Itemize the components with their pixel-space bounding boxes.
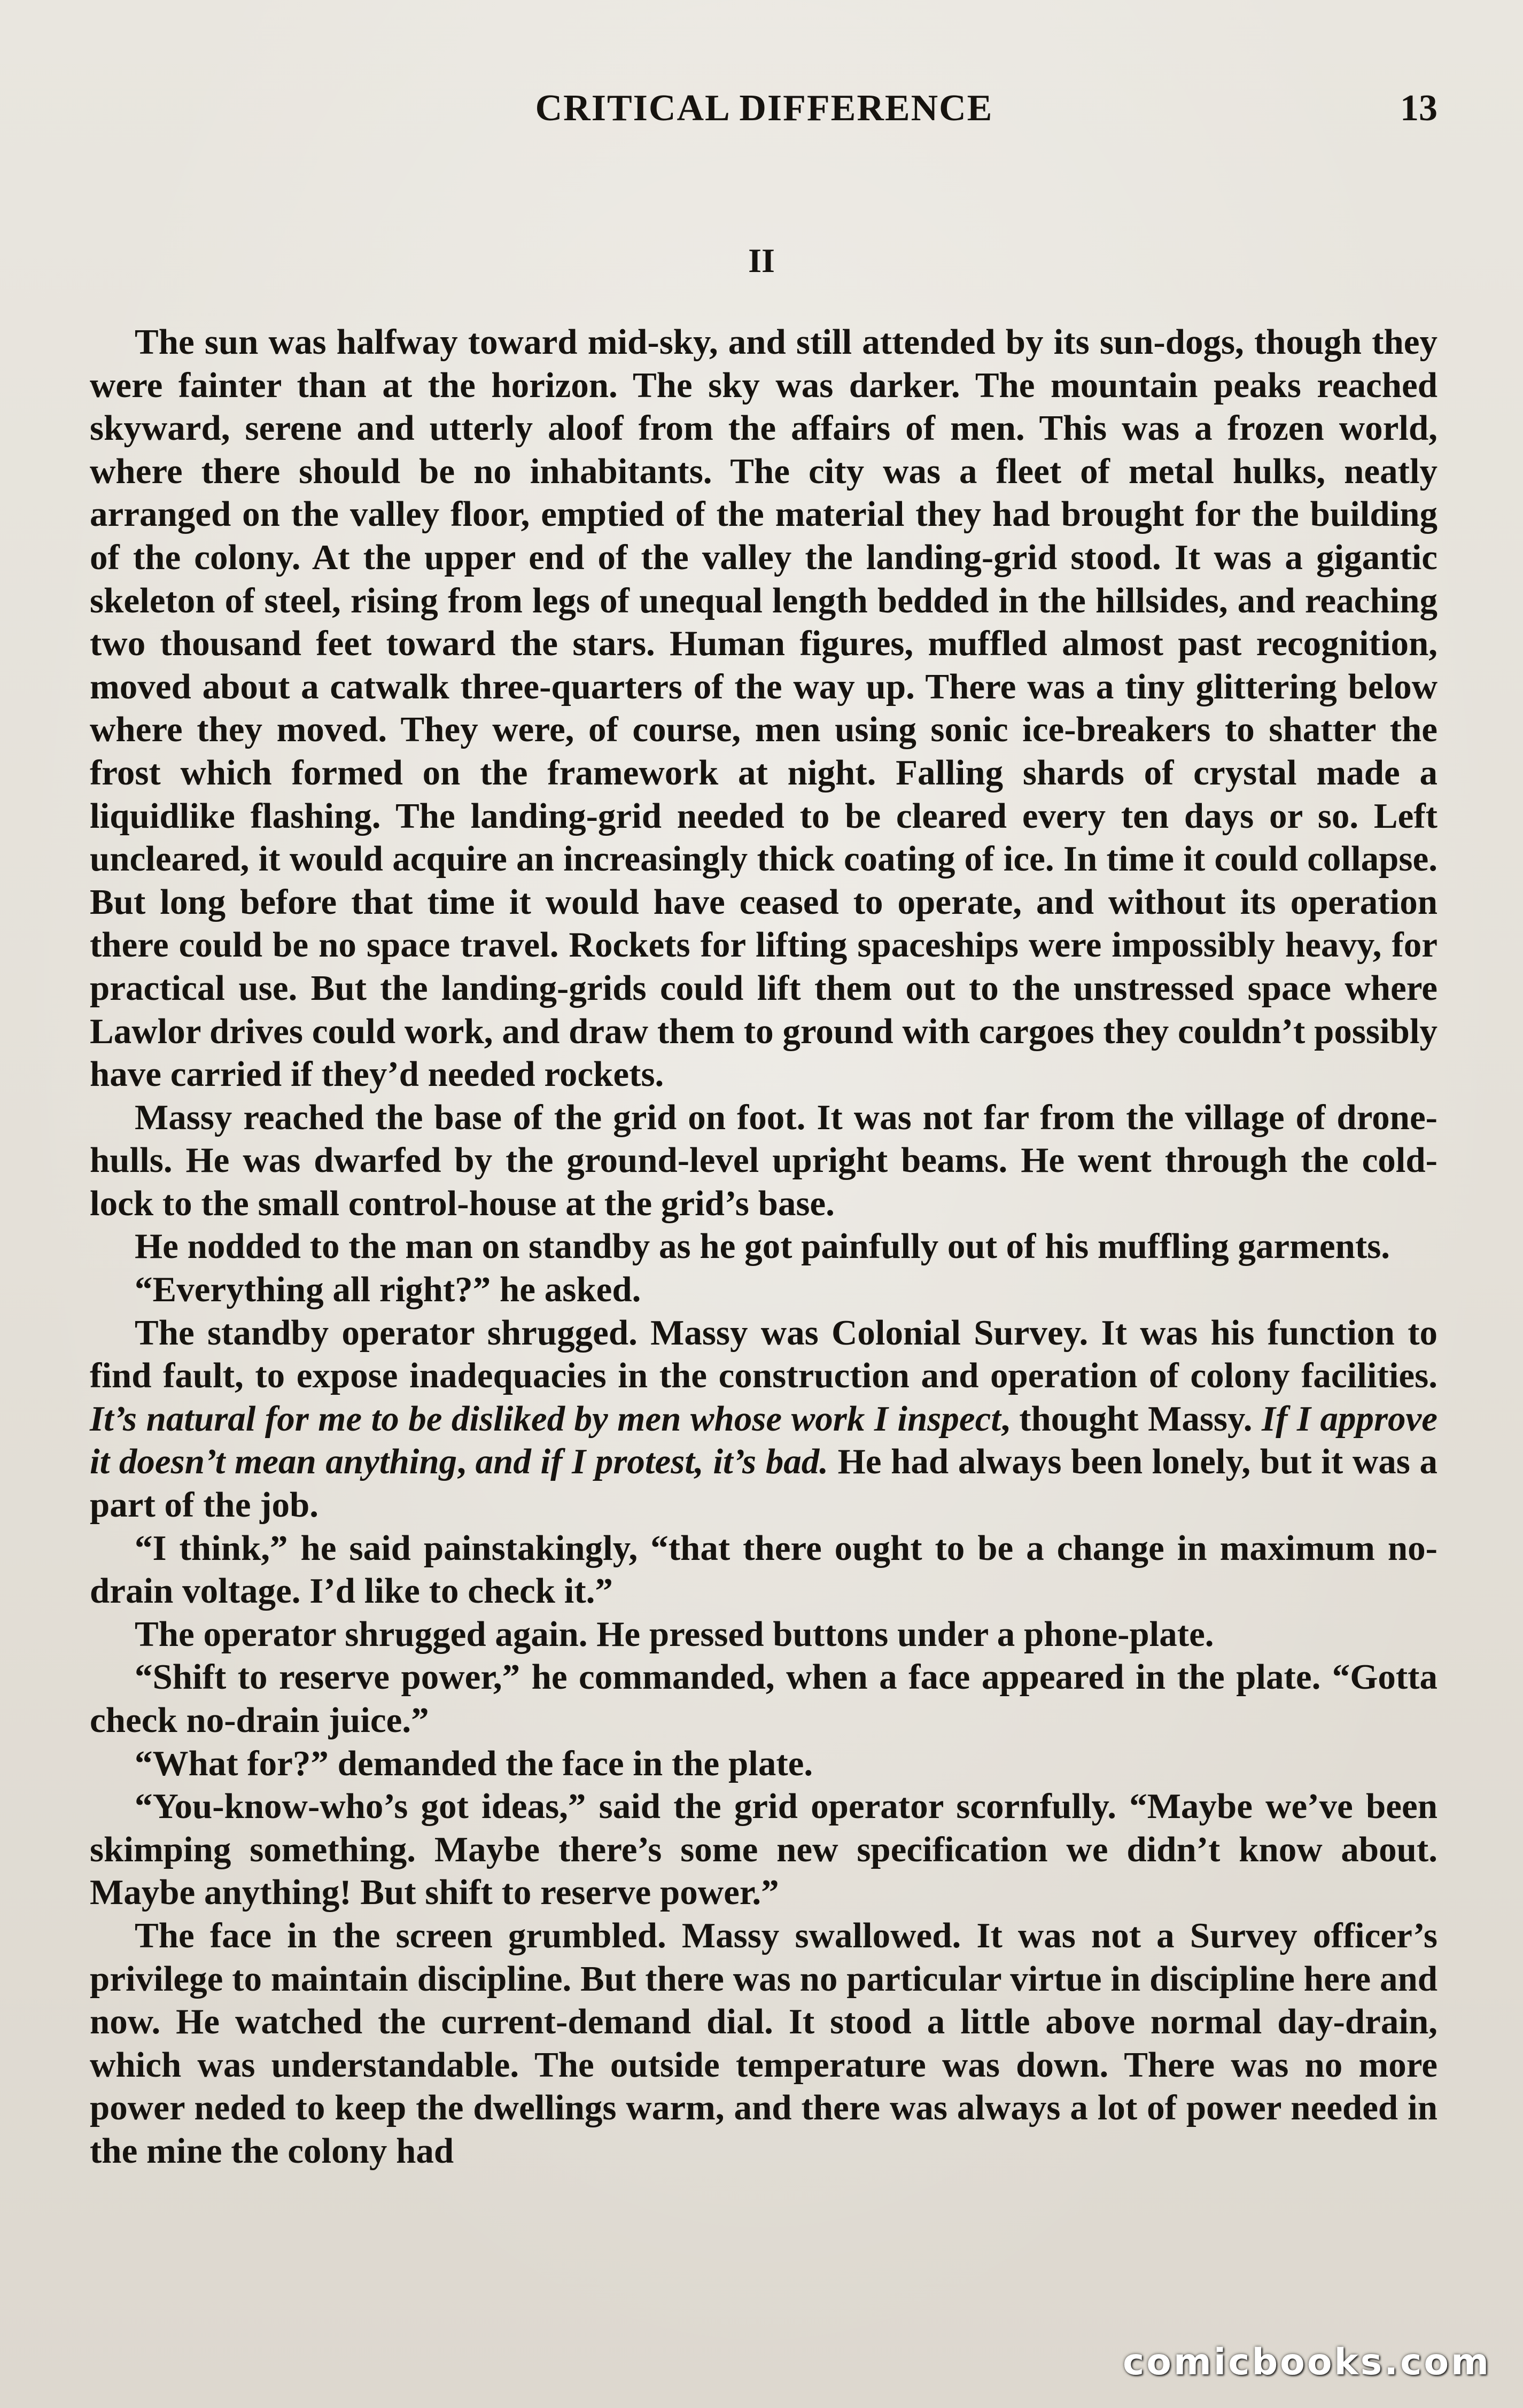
paragraph-text: The standby operator shrugged. Massy was Colonial Survey. It was his function to find fault, to expose inadequacies in the construction and operation of colony facilities. [90,1312,1437,1396]
italic-text: and if I protest, it’s bad. [475,1442,828,1482]
paragraph [90,1268,1437,1311]
paragraph-text: Massy reached the base of the grid on foot. It was not far from the village of drone-hulls. He was dwarfed by the ground-level upright beams. He went through the cold-lock to the small control-house at the grid’s base. [90,1097,1437,1223]
paragraph [90,1096,1437,1225]
paragraph [90,1225,1437,1268]
watermark: comicbooks.com [1122,2341,1491,2383]
page-header [91,84,1437,133]
italic-text: If I approve it doesn’t mean anything [90,1399,1437,1482]
paragraph-text: “Shift to reserve power,” he commanded, when a face appeared in the plate. “Gotta check no-drain juice.” [90,1657,1437,1740]
paragraph-text: “You-know-who’s got ideas,” said the grid operator scornfully. “Maybe we’ve been skimping something. Maybe there’s some new specification we didn’t know about. Maybe anything! But shift to reserve power.” [90,1786,1437,1913]
paragraph-text: The operator shrugged again. He pressed buttons under a phone-plate. [135,1614,1214,1654]
page-number: 13 [1400,88,1437,129]
paragraph-text: The sun was halfway toward mid-sky, and still attended by its sun-dogs, though they were fainter than at the horizon. The sky was darker. The mountain peaks reached skyward, serene and utterly aloof from the affairs of men. This was a frozen world, where there should be no inhabitants. The city was a fleet of metal hulks, neatly arranged on the valley floor, emptied of the material they had brought for the building of the colony. At the upper end of the valley the landing-grid stood. It was a gigantic skeleton of steel, rising from legs of unequal length bedded in the hillsides, and reaching two thousand feet toward the stars. Human figures, muffled almost past recognition, moved about a catwalk three-quarters of the way up. There was a tiny glittering below where they moved. They were, of course, men using sonic ice-breakers to shatter the frost which formed on the framework at night. Falling shards of crystal made a liquidlike flashing. The landing-grid needed to be cleared every ten days or so. Left uncleared, it would acquire an increasingly thick coating of ice. In time it could collapse. But long before that time it would have ceased to operate, and without its operation there could be no space travel. Rockets for lifting spaceships were impossibly heavy, for practical use. But the landing-grids could lift them out to the unstressed space where Lawlor drives could work, and draw them to ground with cargoes they couldn’t possibly have carried if they’d needed rockets. [90,322,1437,1094]
paragraph-text: , thought Massy. [1000,1399,1262,1439]
body-text [90,321,1437,2173]
paragraph-text: “Everything all right?” he asked. [135,1270,641,1310]
paragraph-text: The face in the screen grumbled. Massy swallowed. It was not a Survey officer’s privilege to maintain discipline. But there was no particular virtue in discipline here and now. He watched the current-demand dial. It stood a little above normal day-drain, which was understandable. The outside temperature was down. There was no more power neded to keep the dwellings warm, and there was always a lot of power needed in the mine the colony had [90,1915,1437,2171]
paragraph [90,1311,1437,1527]
italic-text: It’s natural for me to be disliked by men whose work I inspect [90,1399,1001,1439]
section-number: II [748,242,775,279]
paragraph-text: He had always been lonely, but it was a part of the job. [90,1442,1437,1525]
paragraph-text: He nodded to the man on standby as he got painfully out of his muffling garments. [135,1226,1390,1267]
running-head: CRITICAL DIFFERENCE [535,88,993,129]
paragraph [90,1613,1437,1656]
paragraph [90,1914,1437,2173]
paragraph [90,1527,1437,1613]
paragraph [90,1656,1437,1742]
paragraph-text: “What for?” demanded the face in the plate. [135,1743,813,1783]
paragraph-text: “I think,” he said painstakingly, “that there ought to be a change in maximum no-drain voltage. I’d like to check it.” [90,1528,1437,1611]
paragraph [90,321,1437,1096]
paragraph [90,1785,1437,1914]
paragraph-text: , [457,1442,476,1482]
paragraph [90,1742,1437,1785]
